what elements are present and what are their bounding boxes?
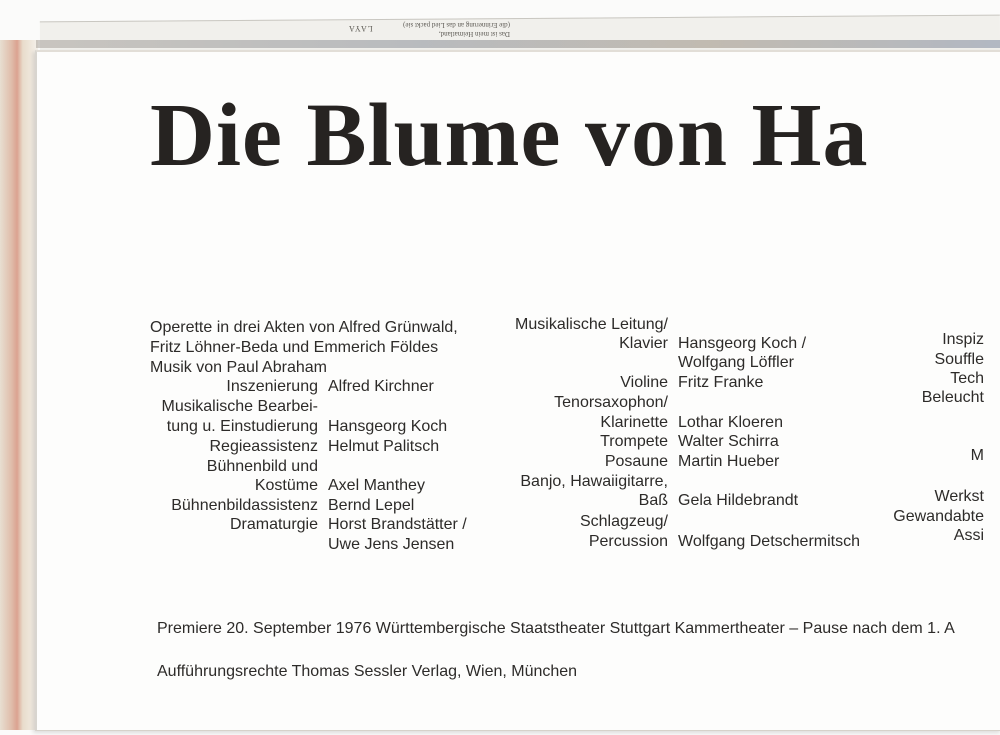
intro-line-1: Operette in drei Akten von Alfred Grünwald, <box>150 319 458 336</box>
credit-name: Horst Brandstätter / <box>328 516 467 533</box>
credit-name: Lothar Kloeren <box>678 414 783 431</box>
credit-role: Inszenierung <box>226 378 318 395</box>
credit-role-cut: Beleucht <box>921 389 984 406</box>
credit-role-cut: M <box>970 447 984 464</box>
back-sheet-edge <box>36 40 1000 48</box>
credit-role-cut: Gewandabte <box>893 508 984 525</box>
credit-role: Baß <box>638 492 668 509</box>
credit-name: Axel Manthey <box>328 477 425 494</box>
credit-name: Helmut Palitsch <box>328 438 440 455</box>
upside-line-2: (die Erinnerung an das Lied packt sie) <box>403 21 510 29</box>
intro-line-2: Fritz Löhner-Beda und Emmerich Földes <box>150 339 439 356</box>
credit-role-line1: Banjo, Hawaiigitarre, <box>520 473 668 490</box>
page-title: Die Blume von Ha <box>150 86 869 185</box>
credit-role: Trompete <box>600 433 668 450</box>
credit-name: Martin Hueber <box>678 453 780 470</box>
credit-name: Hansgeorg Koch / <box>678 335 807 352</box>
rights-line: Aufführungsrechte Thomas Sessler Verlag, Wien, München <box>157 663 578 680</box>
credit-name-line2: Uwe Jens Jensen <box>328 536 455 553</box>
credit-role-cut: Souffle <box>934 351 984 368</box>
credit-role: Dramaturgie <box>229 516 318 533</box>
credit-role-line1: Bühnenbild und <box>206 458 318 475</box>
premiere-line-clip <box>157 619 983 641</box>
credit-role: Bühnenbildassistenz <box>171 497 318 514</box>
credit-role-line1: Tenorsaxophon/ <box>554 394 668 411</box>
credit-name: Gela Hildebrandt <box>678 492 799 509</box>
upside-line-1: Das ist mein Heimatland, <box>438 30 510 38</box>
credit-role-line1: Musikalische Bearbei- <box>161 398 318 415</box>
back-sheet-upside-text <box>150 20 510 38</box>
back-sheet-upside-label: LAYA <box>348 24 373 33</box>
credit-role: tung u. Einstudierung <box>166 418 318 435</box>
credit-name-line2: Wolfgang Löffler <box>678 354 794 371</box>
credit-role-cut: Inspiz <box>942 331 984 348</box>
credit-role: Klavier <box>619 335 668 352</box>
credit-role-line1: Musikalische Leitung/ <box>515 316 668 333</box>
credit-name: Fritz Franke <box>678 374 764 391</box>
credit-role-cut: Tech <box>950 370 984 387</box>
credit-role-cut: Assi <box>953 527 984 544</box>
credit-name: Wolfgang Detschermitsch <box>678 533 860 550</box>
credit-role: Posaune <box>604 453 668 470</box>
credit-name: Alfred Kirchner <box>328 378 434 395</box>
credit-role-cut: Werkst <box>934 488 984 505</box>
credit-name: Walter Schirra <box>678 433 779 450</box>
credit-name: Hansgeorg Koch <box>328 418 448 435</box>
credit-role: Percussion <box>588 533 668 550</box>
premiere-line: Premiere 20. September 1976 Württembergische Staatstheater Stuttgart Kammertheater – Pause nach dem 1. A <box>157 620 955 637</box>
credit-role: Klarinette <box>600 414 668 431</box>
credit-role-line1: Schlagzeug/ <box>579 513 668 530</box>
intro-line-3: Musik von Paul Abraham <box>150 359 327 376</box>
credit-role: Kostüme <box>254 477 318 494</box>
underlying-cover-edge <box>0 40 38 730</box>
credit-role: Regieassistenz <box>209 438 318 455</box>
credit-role: Violine <box>620 374 668 391</box>
credit-name: Bernd Lepel <box>328 497 415 514</box>
